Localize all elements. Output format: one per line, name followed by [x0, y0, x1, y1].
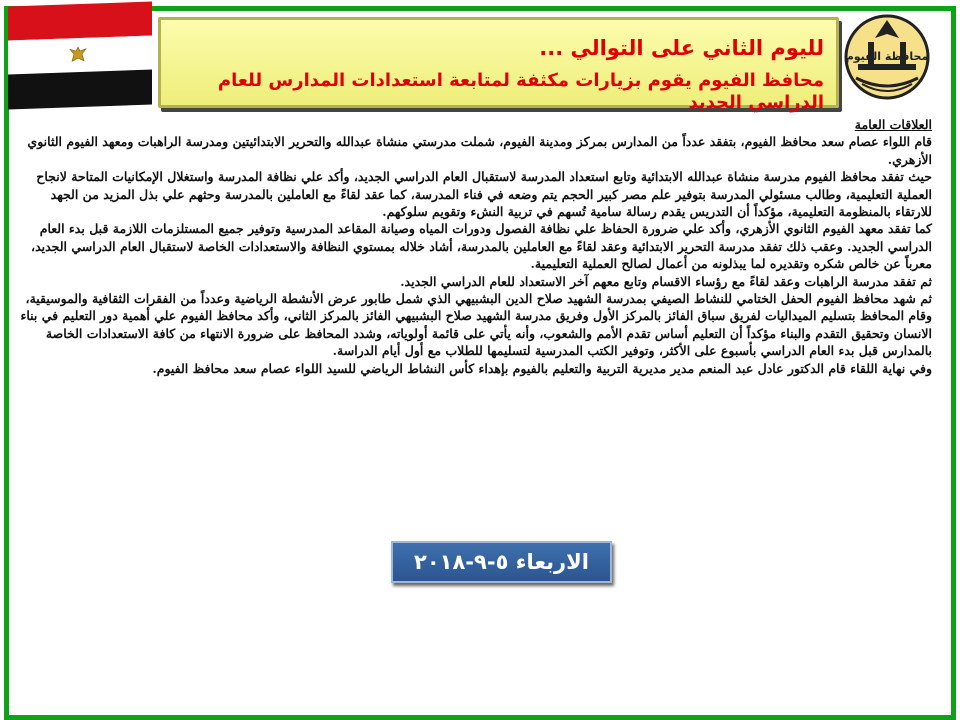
article-body — [14, 116, 932, 377]
article-paragraph: كما تفقد معهد الفيوم الثانوي الأزهري، وأكد علي ضرورة الحفاظ علي نظافة الفصول ودورات المياه وصيانة المقاعد المدرسية وتوفير جميع المستلزمات اللازمة قبل بدء العام الدراسي الجديد. وعقب ذلك تفقد مدرسة التحرير الابتدائية وعقد لقاءً مع العاملين بالمدرسة، أشاد خلاله بمستوي النظافة والاستعدادات الخاصة لاستقبال العام الدراسي الجديد، معرباً عن خالص شكره وتقديره لما يبذلونه من أعمال لصالح العملية التعليمية. — [31, 221, 932, 272]
headline-line-2: محافظ الفيوم يقوم بزيارات مكثفة لمتابعة استعدادات المدارس للعام الدراسي الجديد — [217, 70, 824, 113]
article-paragraph: وفي نهاية اللقاء قام الدكتور عادل عبد المنعم مدير مديرية التربية والتعليم بالفيوم بإهداء كأس النشاط الرياضي للسيد اللواء عصام سعد محافظ الفيوم. — [152, 360, 932, 376]
article-paragraph: ثم شهد محافظ الفيوم الحفل الختامي للنشاط الصيفي بمدرسة الشهيد صلاح الدين البشبيهي الذي شمل طابور عرض الأنشطة الرياضية وعدداً من الفقرات الثقافية والموسيقية، وقام المحافظ بتسليم الميداليات لفريق سباق الفائز بالمركز الأول وفريق مدرسة الشهيد صلاح البشبيهي الفائز بالمركز الثاني، وأكد محافظ الفيوم علي أهمية دور التعليم في بناء الانسان وتحقيق التقدم والبناء مؤكداً أن التعليم أساس تقدم الأمم والشعوب، وأنه يأتي على قائمة أولوياته، وشدد المحافظ على ضرورة الانتهاء من كافة الاستعدادات الخاصة بالمدارس قبل بدء العام الدراسي بأسبوع على الأكثر، وتوفير الكتب المدرسية لتسليمها للطلاب مع أول أيام الدراسة. — [20, 291, 932, 359]
article-paragraph: قام اللواء عصام سعد محافظ الفيوم، بتفقد عدداً من المدارس بمركز ومدينة الفيوم، شملت مدرستي منشاة عبدالله والتحرير الابتدائيتين ومدرسة الراهبات ومعهد الفيوم الثانوي الأزهري. — [27, 134, 932, 167]
headline-box — [158, 17, 839, 113]
date-badge — [391, 541, 612, 583]
article-paragraph: حيث تفقد محافظ الفيوم مدرسة منشاة عبدالله الابتدائية وتابع استعداد المدرسة لاستقبال العام الدراسي الجديد، وأكد علي نظافة المدرسة واستغلال الإمكانيات المتاحة لانجاح العملية التعليمية، وطالب مسئولي المدرسة بتوفير علم مصر كبير الحجم يتم وضعه في فناء المدرسة، كما عقد لقاءً مع العاملين بالمدرسة وحثهم علي بذل المزيد من الجهد للارتقاء بالمنظومة التعليمية، مؤكداً أن التدريس يقدم رسالة سامية تُسهم في تربية النشء وتقويم سلوكهم. — [36, 169, 932, 220]
headline-line-1: لليوم الثاني على التوالي ... — [539, 36, 824, 60]
fayoum-governorate-logo-icon — [844, 14, 930, 100]
date-label: الاربعاء ٥-٩-٢٠١٨ — [414, 550, 589, 574]
article-section-title: العلاقات العامة — [854, 117, 932, 132]
logo-text: محافظة الفيوم — [845, 50, 929, 63]
article-paragraph: ثم تفقد مدرسة الراهبات وعقد لقاءً مع رؤساء الاقسام وتابع معهم آخر الاستعداد للعام الدراسي الجديد. — [400, 273, 932, 289]
eagle-emblem-icon — [66, 45, 90, 66]
egypt-flag-icon — [8, 1, 152, 109]
